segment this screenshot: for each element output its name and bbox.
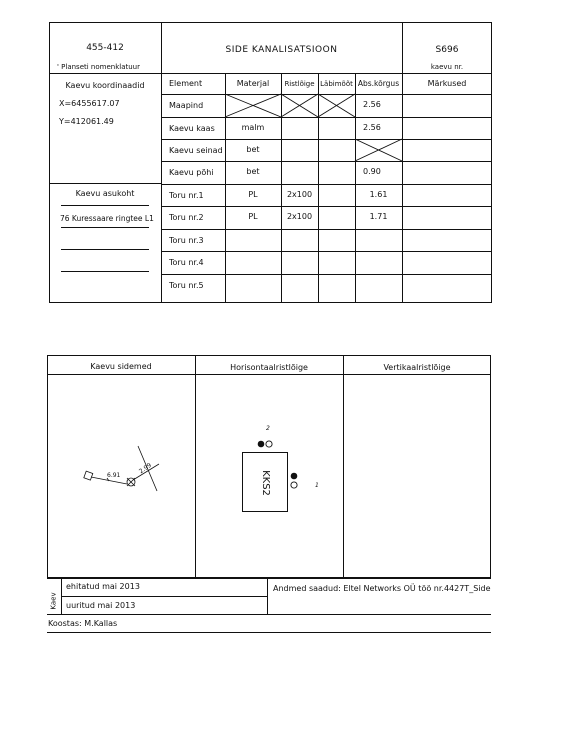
col-header-elevation: Abs.kõrgus bbox=[357, 79, 400, 88]
row-material: malm bbox=[241, 123, 265, 132]
row-elevation: 1.71 bbox=[369, 212, 388, 221]
divider bbox=[161, 206, 492, 207]
built-date: ehitatud mai 2013 bbox=[66, 582, 140, 591]
pipe-label-1: 1 bbox=[315, 482, 319, 489]
row-element: Toru nr.1 bbox=[169, 191, 204, 200]
row-material: bet bbox=[246, 167, 260, 176]
col-header-cross-section: Ristlõige bbox=[284, 80, 315, 88]
row-elevation: 2.56 bbox=[363, 123, 381, 132]
col-header-remarks: Märkused bbox=[427, 79, 467, 88]
divider bbox=[161, 251, 492, 252]
divider bbox=[318, 73, 319, 303]
divider bbox=[355, 73, 356, 303]
col-header-diameter: Läbimõõt bbox=[320, 80, 353, 88]
coord-x: X=6455617.07 bbox=[59, 99, 120, 108]
row-element: Toru nr.4 bbox=[169, 258, 204, 267]
row-material: PL bbox=[248, 212, 258, 221]
row-material: PL bbox=[248, 190, 258, 199]
sketch-distance: 2.99 bbox=[137, 461, 153, 476]
row-element: Kaevu kaas bbox=[169, 124, 215, 133]
data-source: Andmed saadud: Eltel Networks OÜ töö nr.4427T_Side bbox=[273, 584, 491, 593]
divider bbox=[195, 355, 196, 578]
author: Koostas: M.Kallas bbox=[48, 619, 118, 628]
divider bbox=[225, 73, 226, 303]
pipe-label-2: 2 bbox=[266, 425, 270, 432]
row-element: Kaevu põhi bbox=[169, 168, 214, 177]
section-title-links: Kaevu sidemed bbox=[90, 362, 152, 371]
coords-label: Kaevu koordinaadid bbox=[65, 81, 145, 90]
page-title: SIDE KANALISATSIOON bbox=[225, 45, 338, 55]
divider bbox=[161, 139, 492, 140]
divider bbox=[49, 73, 492, 74]
divider bbox=[47, 632, 491, 633]
divider bbox=[47, 614, 491, 615]
row-element: Toru nr.2 bbox=[169, 213, 204, 222]
sheet-label: ' Planseti nomenklatuur bbox=[57, 63, 140, 71]
pipe-markers bbox=[250, 435, 310, 495]
underline bbox=[61, 205, 149, 206]
divider bbox=[161, 229, 492, 230]
sheet-number: 455-412 bbox=[86, 43, 124, 53]
section-title-vertical: Vertikaalristlõige bbox=[383, 363, 451, 372]
col-header-material: Materjal bbox=[236, 79, 270, 88]
row-elevation: 1.61 bbox=[369, 190, 388, 199]
location-label: Kaevu asukoht bbox=[75, 189, 135, 198]
divider bbox=[47, 374, 491, 375]
divider bbox=[161, 274, 492, 275]
divider bbox=[161, 94, 492, 95]
surveyed-date: uuritud mai 2013 bbox=[66, 601, 136, 610]
underline bbox=[61, 249, 149, 250]
well-number-label: kaevu nr. bbox=[430, 63, 464, 71]
row-cross-section: 2x100 bbox=[286, 212, 313, 221]
divider bbox=[161, 161, 492, 162]
well-number: S696 bbox=[435, 45, 459, 55]
side-label: Kaev bbox=[49, 592, 58, 610]
well-plan-label: KKS2 bbox=[259, 470, 271, 496]
divider bbox=[267, 578, 268, 614]
row-element: Kaevu seinad bbox=[169, 146, 223, 155]
divider bbox=[47, 578, 491, 579]
sketch-distance: 6.91 bbox=[107, 472, 121, 479]
row-element: Toru nr.5 bbox=[169, 281, 204, 290]
row-elevation: 0.90 bbox=[363, 167, 381, 176]
divider bbox=[49, 183, 161, 184]
underline bbox=[61, 271, 149, 272]
divider bbox=[281, 73, 282, 303]
divider bbox=[161, 184, 492, 185]
row-element: Maapind bbox=[169, 101, 204, 110]
divider bbox=[161, 22, 162, 303]
row-element: Toru nr.3 bbox=[169, 236, 204, 245]
row-material: bet bbox=[246, 145, 260, 154]
divider bbox=[61, 596, 267, 597]
row-elevation: 2.56 bbox=[363, 100, 381, 109]
row-cross-section: 2x100 bbox=[286, 190, 313, 199]
divider bbox=[161, 117, 492, 118]
col-header-element: Element bbox=[169, 79, 203, 88]
coord-y: Y=412061.49 bbox=[59, 117, 114, 126]
well-links-sketch bbox=[47, 376, 195, 576]
underline bbox=[61, 227, 149, 228]
location-address: 76 Kuressaare ringtee L1 bbox=[60, 214, 154, 223]
section-title-horizontal: Horisontaalristlõige bbox=[230, 363, 308, 372]
divider bbox=[402, 73, 403, 303]
divider bbox=[343, 355, 344, 578]
